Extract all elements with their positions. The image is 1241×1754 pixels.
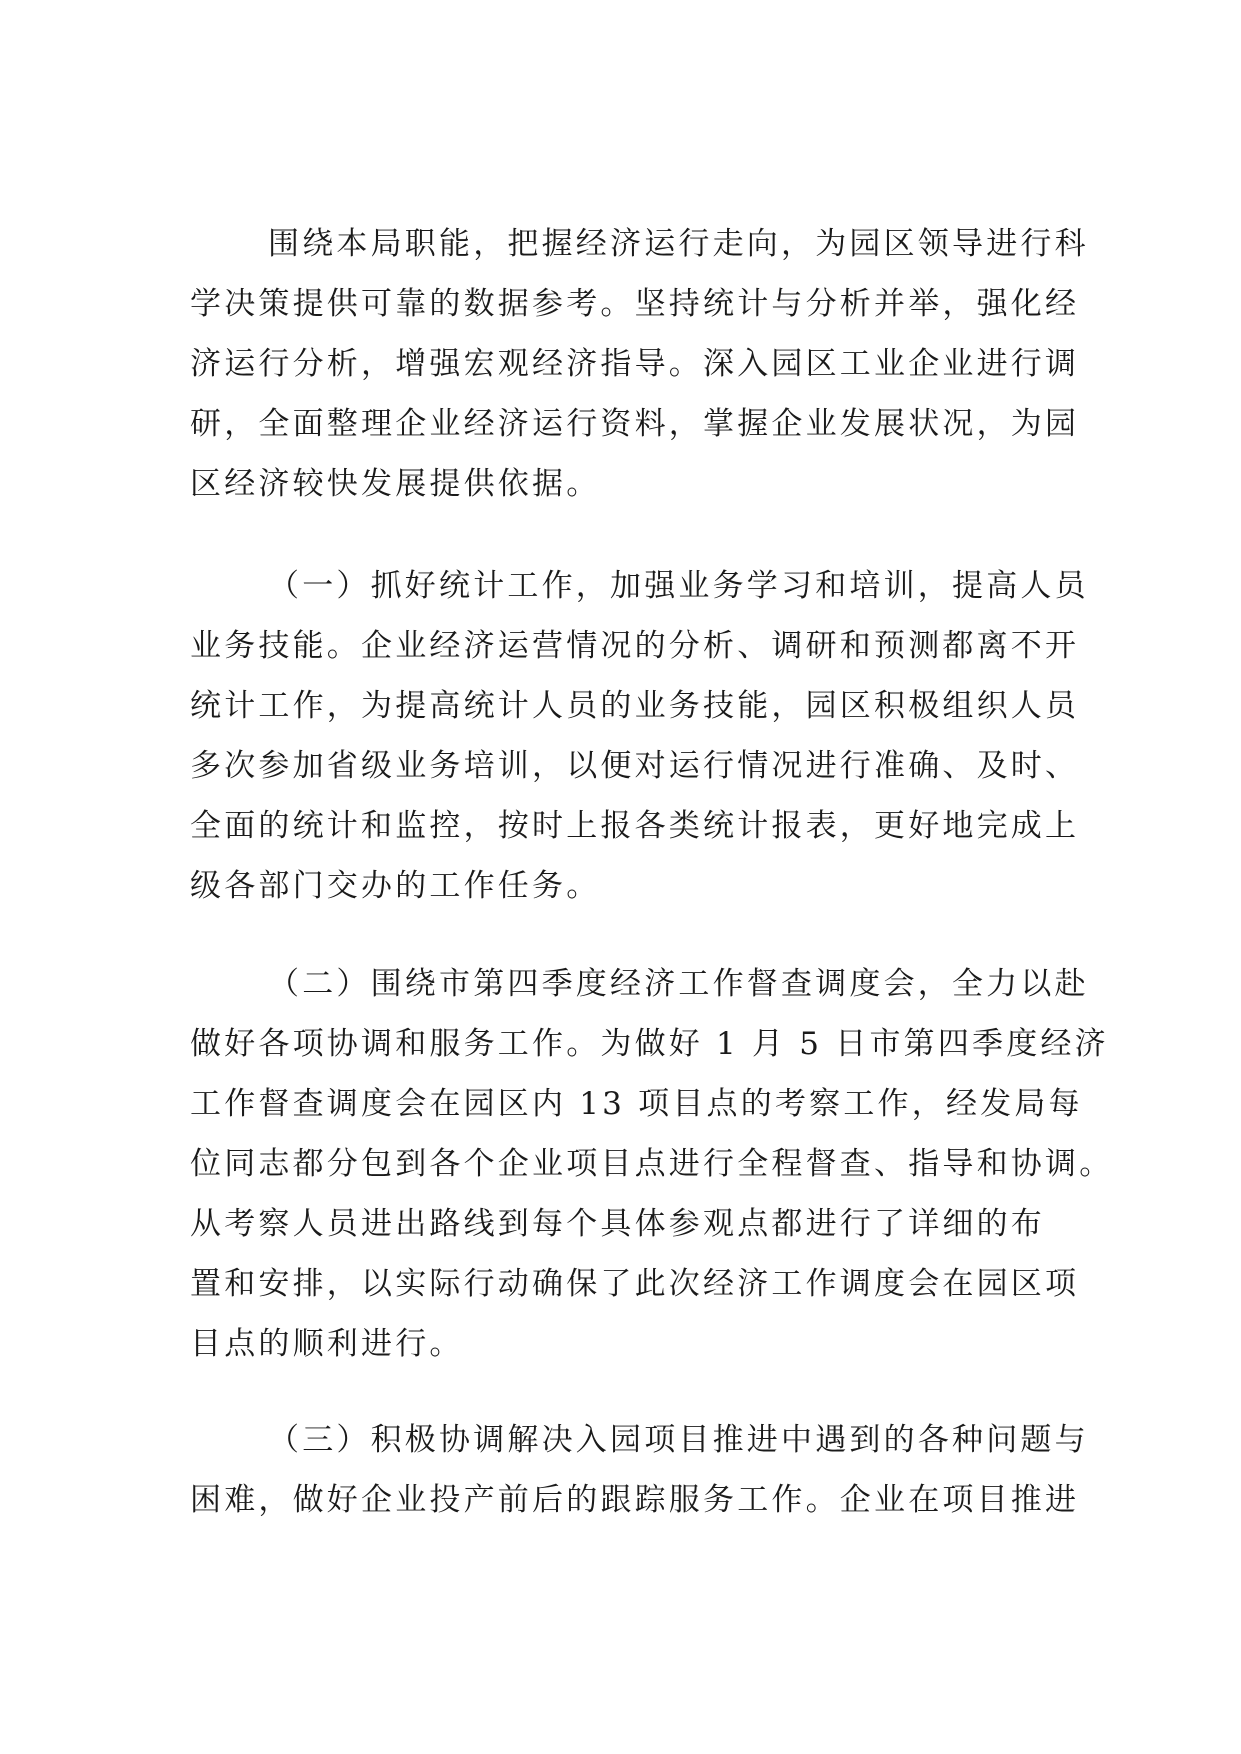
- paragraph-line: 区经济较快发展提供依据。: [190, 466, 601, 502]
- paragraph-line: 学决策提供可靠的数据参考。坚持统计与分析并举，强化经: [190, 286, 1080, 322]
- paragraph-line: （三）积极协调解决入园项目推进中遇到的各种问题与: [268, 1422, 1089, 1458]
- paragraph-line: 统计工作，为提高统计人员的业务技能，园区积极组织人员: [190, 688, 1080, 724]
- paragraph-line: 级各部门交办的工作任务。: [190, 868, 601, 904]
- paragraph-line: 济运行分析，增强宏观经济指导。深入园区工业企业进行调: [190, 346, 1080, 382]
- paragraph-line: 研，全面整理企业经济运行资料，掌握企业发展状况，为园: [190, 406, 1080, 442]
- paragraph-line: （一）抓好统计工作，加强业务学习和培训，提高人员: [268, 568, 1089, 604]
- paragraph-line: 做好各项协调和服务工作。为做好 1 月 5 日市第四季度经济: [190, 1026, 1109, 1062]
- paragraph-line: 全面的统计和监控，按时上报各类统计报表，更好地完成上: [190, 808, 1080, 844]
- paragraph-line: 目点的顺利进行。: [190, 1326, 464, 1362]
- paragraph-line: （二）围绕市第四季度经济工作督查调度会，全力以赴: [268, 966, 1089, 1002]
- paragraph-line: 从考察人员进出路线到每个具体参观点都进行了详细的布: [190, 1206, 1045, 1242]
- paragraph-economic-operation: [190, 214, 1089, 514]
- paragraph-section-two: [190, 954, 1114, 1374]
- paragraph-line: 置和安排，以实际行动确保了此次经济工作调度会在园区项: [190, 1266, 1080, 1302]
- paragraph-section-three: [190, 1410, 1089, 1530]
- paragraph-line: 位同志都分包到各个企业项目点进行全程督查、指导和协调。: [190, 1146, 1114, 1182]
- paragraph-line: 困难，做好企业投产前后的跟踪服务工作。企业在项目推进: [190, 1482, 1080, 1518]
- paragraph-line: 业务技能。企业经济运营情况的分析、调研和预测都离不开: [190, 628, 1080, 664]
- paragraph-line: 围绕本局职能，把握经济运行走向，为园区领导进行科: [268, 226, 1089, 262]
- paragraph-line: 多次参加省级业务培训，以便对运行情况进行准确、及时、: [190, 748, 1080, 784]
- paragraph-line: 工作督查调度会在园区内 13 项目点的考察工作，经发局每: [190, 1086, 1083, 1122]
- paragraph-section-one: [190, 556, 1089, 916]
